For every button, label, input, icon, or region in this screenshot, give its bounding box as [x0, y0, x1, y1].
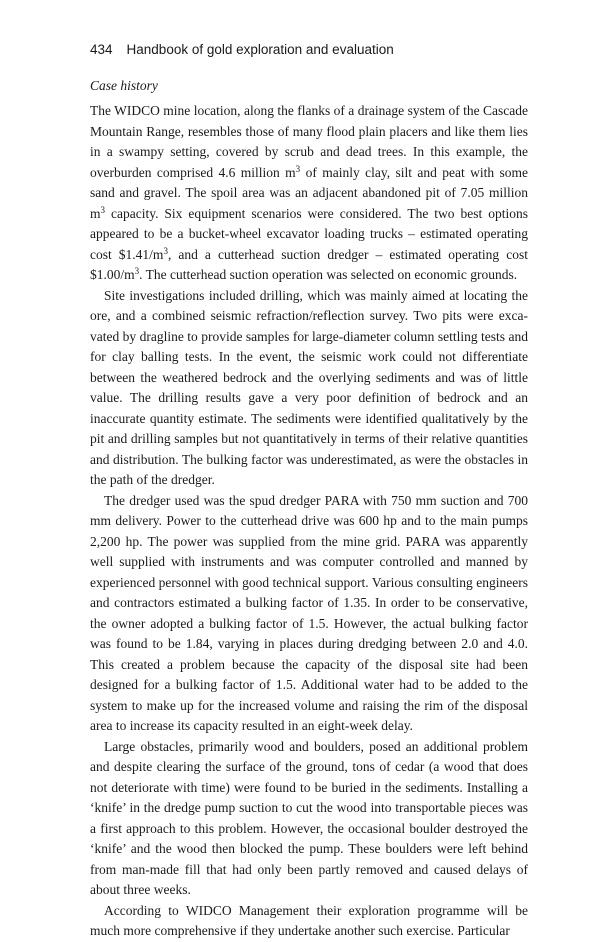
- paragraph-1: [90, 101, 528, 286]
- cubic-superscript: 3: [163, 245, 168, 256]
- paragraph-2: Site investigations included drilling, which was mainly aimed at locating the ore, and a combined seismic refraction/reflection survey. Two pits were excavated by dragline to provide samples for large-diameter column settling tests and for clay balling tests. In the event, the seismic work could not differentiate between the weathered bedrock and the overlying sediments and was of little value. The drilling results gave a very poor definition of bedrock and an inaccurate quantity estimate. The sediments were identified qualitatively by the pit and drilling samples but not quantitatively in terms of their relative quantities and distribution. The bulking factor was underestimated, as were the obstacles in the path of the dredger.: [90, 287, 528, 487]
- book-title: Handbook of gold exploration and evaluation: [126, 42, 394, 57]
- page-number: 434: [90, 42, 113, 57]
- running-head: [90, 41, 394, 59]
- paragraph-3: The dredger used was the spud dredger PARA with 750 mm suction and 700 mm delivery. Power to the cutterhead drive was 600 hp and to the main pumps 2,200 hp. The power was supplied from the mine grid. PARA was apparently well supplied with instruments and was computer controlled and manned by experienced personnel with good technical support. Various consulting engineers and contractors estimated a bulking factor of 1.35. In order to be conservative, the owner adopted a bulking factor of 1.5. However, the actual bulking factor was found to be 1.84, varying in places during dredging between 2.0 and 4.0. This created a problem because the capacity of the disposal site had been designed for a bulking factor of 1.5. Additional water had to be added to the system to make up for the increased volume and raising the rim of the disposal area to increase its capacity resulted in an eight-week delay.: [90, 492, 528, 733]
- section-heading: Case history: [90, 78, 158, 93]
- paragraph-1-text-b: of mainly clay, silt and peat with some sand and gravel. The spoil area was an adjacent abandoned pit of 7.05 million m: [90, 164, 529, 221]
- cubic-superscript: 3: [295, 163, 301, 174]
- cubic-superscript: 3: [100, 204, 106, 215]
- paragraph-1-text-c: capacity. Six equipment scenarios were considered. The two best options appeared to be a bucket-wheel excavator loading trucks – estimated operating cost $1.41/m: [90, 205, 528, 262]
- body-text: [90, 101, 528, 942]
- paragraph-5: According to WIDCO Management their exploration programme will be much more comprehensive if they undertake another such exercise. Particular: [90, 902, 528, 938]
- paragraph-1-text-a: The WIDCO mine location, along the flanks of a drainage system of the Cascade Mountain Range, resembles those of many flood plain placers and like them lies in a swampy setting, covered by scrub and dead trees. In this example, the overburden comprised 4.6 million m: [90, 103, 528, 180]
- cubic-superscript: 3: [134, 266, 140, 276]
- paragraph-4: Large obstacles, primarily wood and boulders, posed an additional problem and despite clearing the surface of the ground, tons of cedar (a wood that does not deteriorate with time) were found to be buried in the sediments. Installing a ‘knife’ in the dredge pump suction to cut the wood into transportable pieces was a first approach to this problem. However, the occasional boulder destroyed the ‘knife’ and the wood then blocked the pump. These boulders were left behind from man-made fill that had only been partly removed and caused delays of about three weeks.: [90, 738, 528, 897]
- paragraph-1-text-e: . The cutterhead suction operation was selected on economic grounds.: [139, 267, 518, 282]
- paragraph-1-text-d: , and a cutterhead suction dredger – estimated operating cost $1.00/m: [90, 246, 528, 282]
